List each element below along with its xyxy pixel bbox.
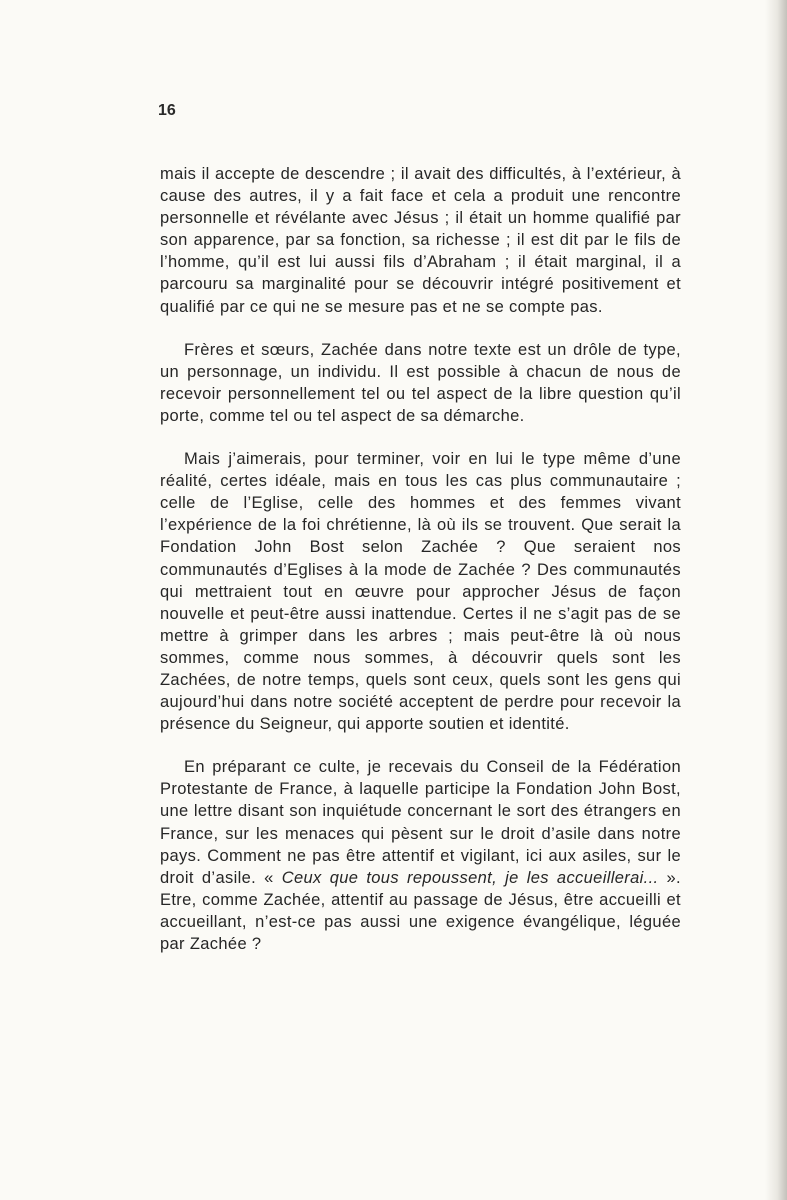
paragraph-4-text-before: En préparant ce culte, je recevais du Conseil de la Fédération Protestante de France, à laquelle participe la Fondation John Bost, une lettre disant son inquiétude concernant le sort des étrangers en France, sur les menaces qui pèsent sur le droit d’asile dans notre pays. Comment ne pas être attentif et vigilant, ici aux asiles, sur le droit d’asile. «	[160, 758, 681, 887]
paragraph-4-quote: Ceux que tous repoussent, je les accueillerai...	[281, 868, 659, 887]
paragraph-4	[160, 756, 681, 955]
paragraph-1: mais il accepte de descendre ; il avait des difficultés, à l’extérieur, à cause des autres, il y a fait face et cela a produit une rencontre personnelle et révélante avec Jésus ; il était un homme qualifié par son apparence, par sa fonction, sa richesse ; il est dit par le fils de l’homme, qu’il est lui aussi fils d’Abraham ; il était marginal, il a parcouru sa marginalité pour se découvrir intégré positivement et qualifié par ce qui ne se mesure pas et ne se compte pas.	[160, 165, 681, 316]
paragraph-4-text-after: ». Etre, comme Zachée, attentif au passage de Jésus, être accueilli et accueillant, n’est-ce pas aussi une exigence évangélique, léguée par Zachée ?	[160, 868, 681, 953]
body-text	[160, 163, 681, 976]
page-number: 16	[158, 102, 176, 119]
page-spine-shadow	[765, 0, 787, 1200]
paragraph-3: Mais j’aimerais, pour terminer, voir en lui le type même d’une réalité, certes idéale, mais en tous les cas plus communautaire ; celle de l’Eglise, celle des hommes et des femmes vivant l’expérience de la foi chrétienne, là où ils se trouvent. Que serait la Fondation John Bost selon Zachée ? Que seraient nos communautés d’Eglises à la mode de Zachée ? Des communautés qui mettraient tout en œuvre pour approcher Jésus de façon nouvelle et peut-être aussi inattendue. Certes il ne s’agit pas de se mettre à grimper dans les arbres ; mais peut-être là où nous sommes, comme nous sommes, à découvrir quels sont les Zachées, de notre temps, quels sont ceux, quels sont les gens qui aujourd’hui dans notre société acceptent de perdre pour recevoir la présence du Seigneur, qui apporte soutien et identité.	[160, 450, 681, 734]
paragraph-2: Frères et sœurs, Zachée dans notre texte est un drôle de type, un personnage, un individu. Il est possible à chacun de nous de recevoir personnellement tel ou tel aspect de la libre question qu’il porte, comme tel ou tel aspect de sa démarche.	[160, 340, 681, 425]
